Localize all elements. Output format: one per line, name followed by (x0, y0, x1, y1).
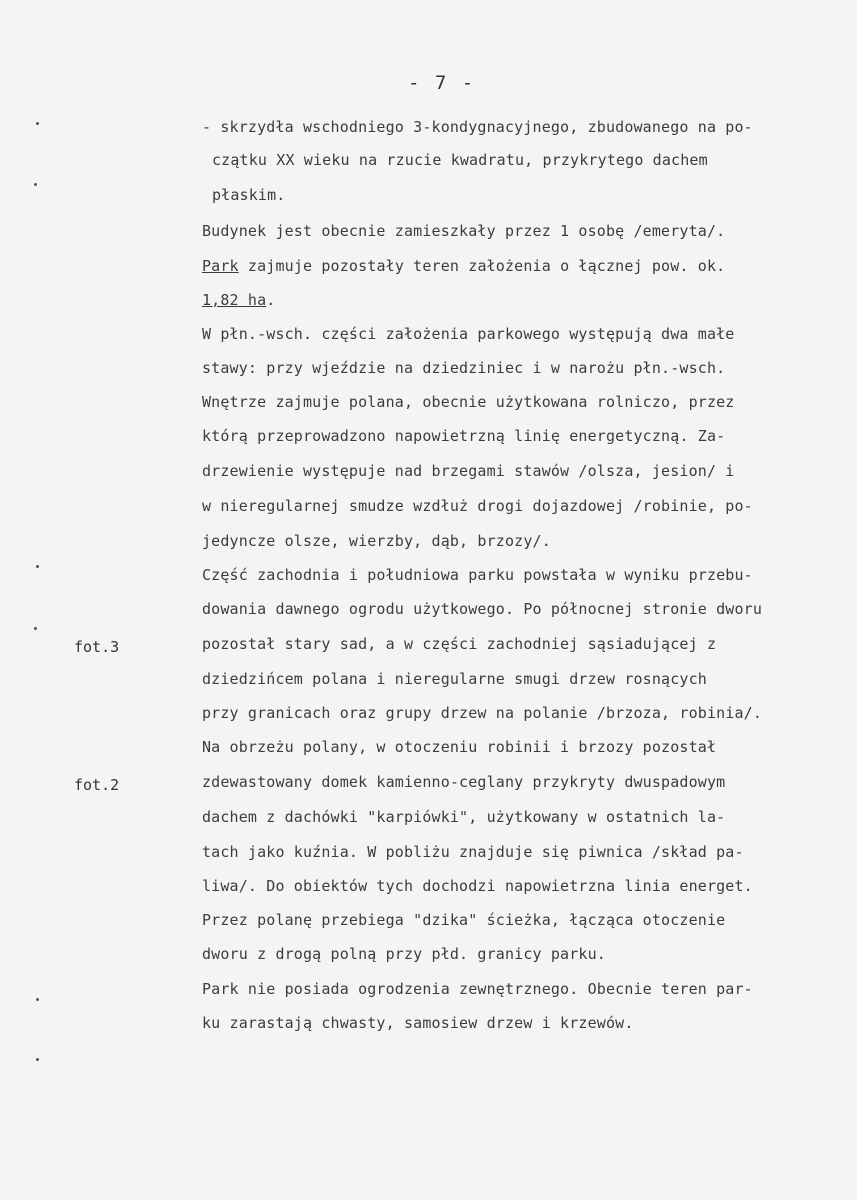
margin-note-fot2: fot.2 (74, 776, 120, 794)
text-line: Część zachodnia i południowa parku powstała w wyniku przebu- (202, 566, 753, 584)
text-line: W płn.-wsch. części założenia parkowego występują dwa małe (202, 325, 735, 343)
text-line: Na obrzeżu polany, w otoczeniu robinii i brzozy pozostał (202, 738, 717, 756)
page-number: - 7 - (408, 72, 476, 94)
text-line: dowania dawnego ogrodu użytkowego. Po północnej stronie dworu (202, 600, 763, 618)
text-line: drzewienie występuje nad brzegami stawów /olsza, jesion/ i (202, 462, 735, 480)
text-line: zdewastowany domek kamienno-ceglany przykryty dwuspadowym (202, 773, 726, 791)
text-line: w nieregularnej smudze wzdłuż drogi dojazdowej /robinie, po- (202, 497, 753, 515)
text-line: pozostał stary sad, a w części zachodniej sąsiadującej z (202, 635, 717, 653)
text-line: którą przeprowadzono napowietrzną linię energetyczną. Za- (202, 427, 726, 445)
text-line (202, 291, 275, 309)
margin-dot (36, 1058, 39, 1061)
text-line: jedyncze olsze, wierzby, dąb, brzozy/. (202, 532, 551, 550)
margin-dot (34, 627, 37, 630)
text-line: dziedzińcem polana i nieregularne smugi drzew rosnących (202, 670, 707, 688)
text-line: ku zarastają chwasty, samosiew drzew i krzewów. (202, 1014, 634, 1032)
margin-dot (36, 565, 39, 568)
text-line: Budynek jest obecnie zamieszkały przez 1 osobę /emeryta/. (202, 222, 726, 240)
text-line: Przez polanę przebiega "dzika" ścieżka, łącząca otoczenie (202, 911, 726, 929)
margin-dot (36, 122, 39, 125)
margin-dot (36, 998, 39, 1001)
text-line: stawy: przy wjeździe na dziedziniec i w narożu płn.-wsch. (202, 359, 726, 377)
text-line-rest: zajmuje pozostały teren założenia o łącznej pow. ok. (247, 257, 726, 275)
margin-dot (34, 183, 37, 186)
margin-note-fot3: fot.3 (74, 638, 120, 656)
text-line: Park nie posiada ogrodzenia zewnętrznego. Obecnie teren par- (202, 980, 753, 998)
text-line: liwa/. Do obiektów tych dochodzi napowietrzna linia energet. (202, 877, 753, 895)
text-line: czątku XX wieku na rzucie kwadratu, przykrytego dachem (212, 151, 708, 169)
text-line: dworu z drogą polną przy płd. granicy parku. (202, 945, 606, 963)
park-area: 1,82 ha (202, 291, 267, 309)
text-line: tach jako kuźnia. W pobliżu znajduje się piwnica /skład pa- (202, 843, 744, 861)
park-heading: Park (202, 257, 239, 275)
text-line (202, 257, 725, 275)
text-line: Wnętrze zajmuje polana, obecnie użytkowana rolniczo, przez (202, 393, 735, 411)
text-line: przy granicach oraz grupy drzew na polanie /brzoza, robinia/. (202, 704, 763, 722)
text-line: dachem z dachówki "karpiówki", użytkowany w ostatnich la- (202, 808, 726, 826)
text-line: płaskim. (212, 186, 286, 204)
area-suffix: . (266, 291, 276, 309)
text-line: - skrzydła wschodniego 3-kondygnacyjnego, zbudowanego na po- (202, 118, 753, 136)
